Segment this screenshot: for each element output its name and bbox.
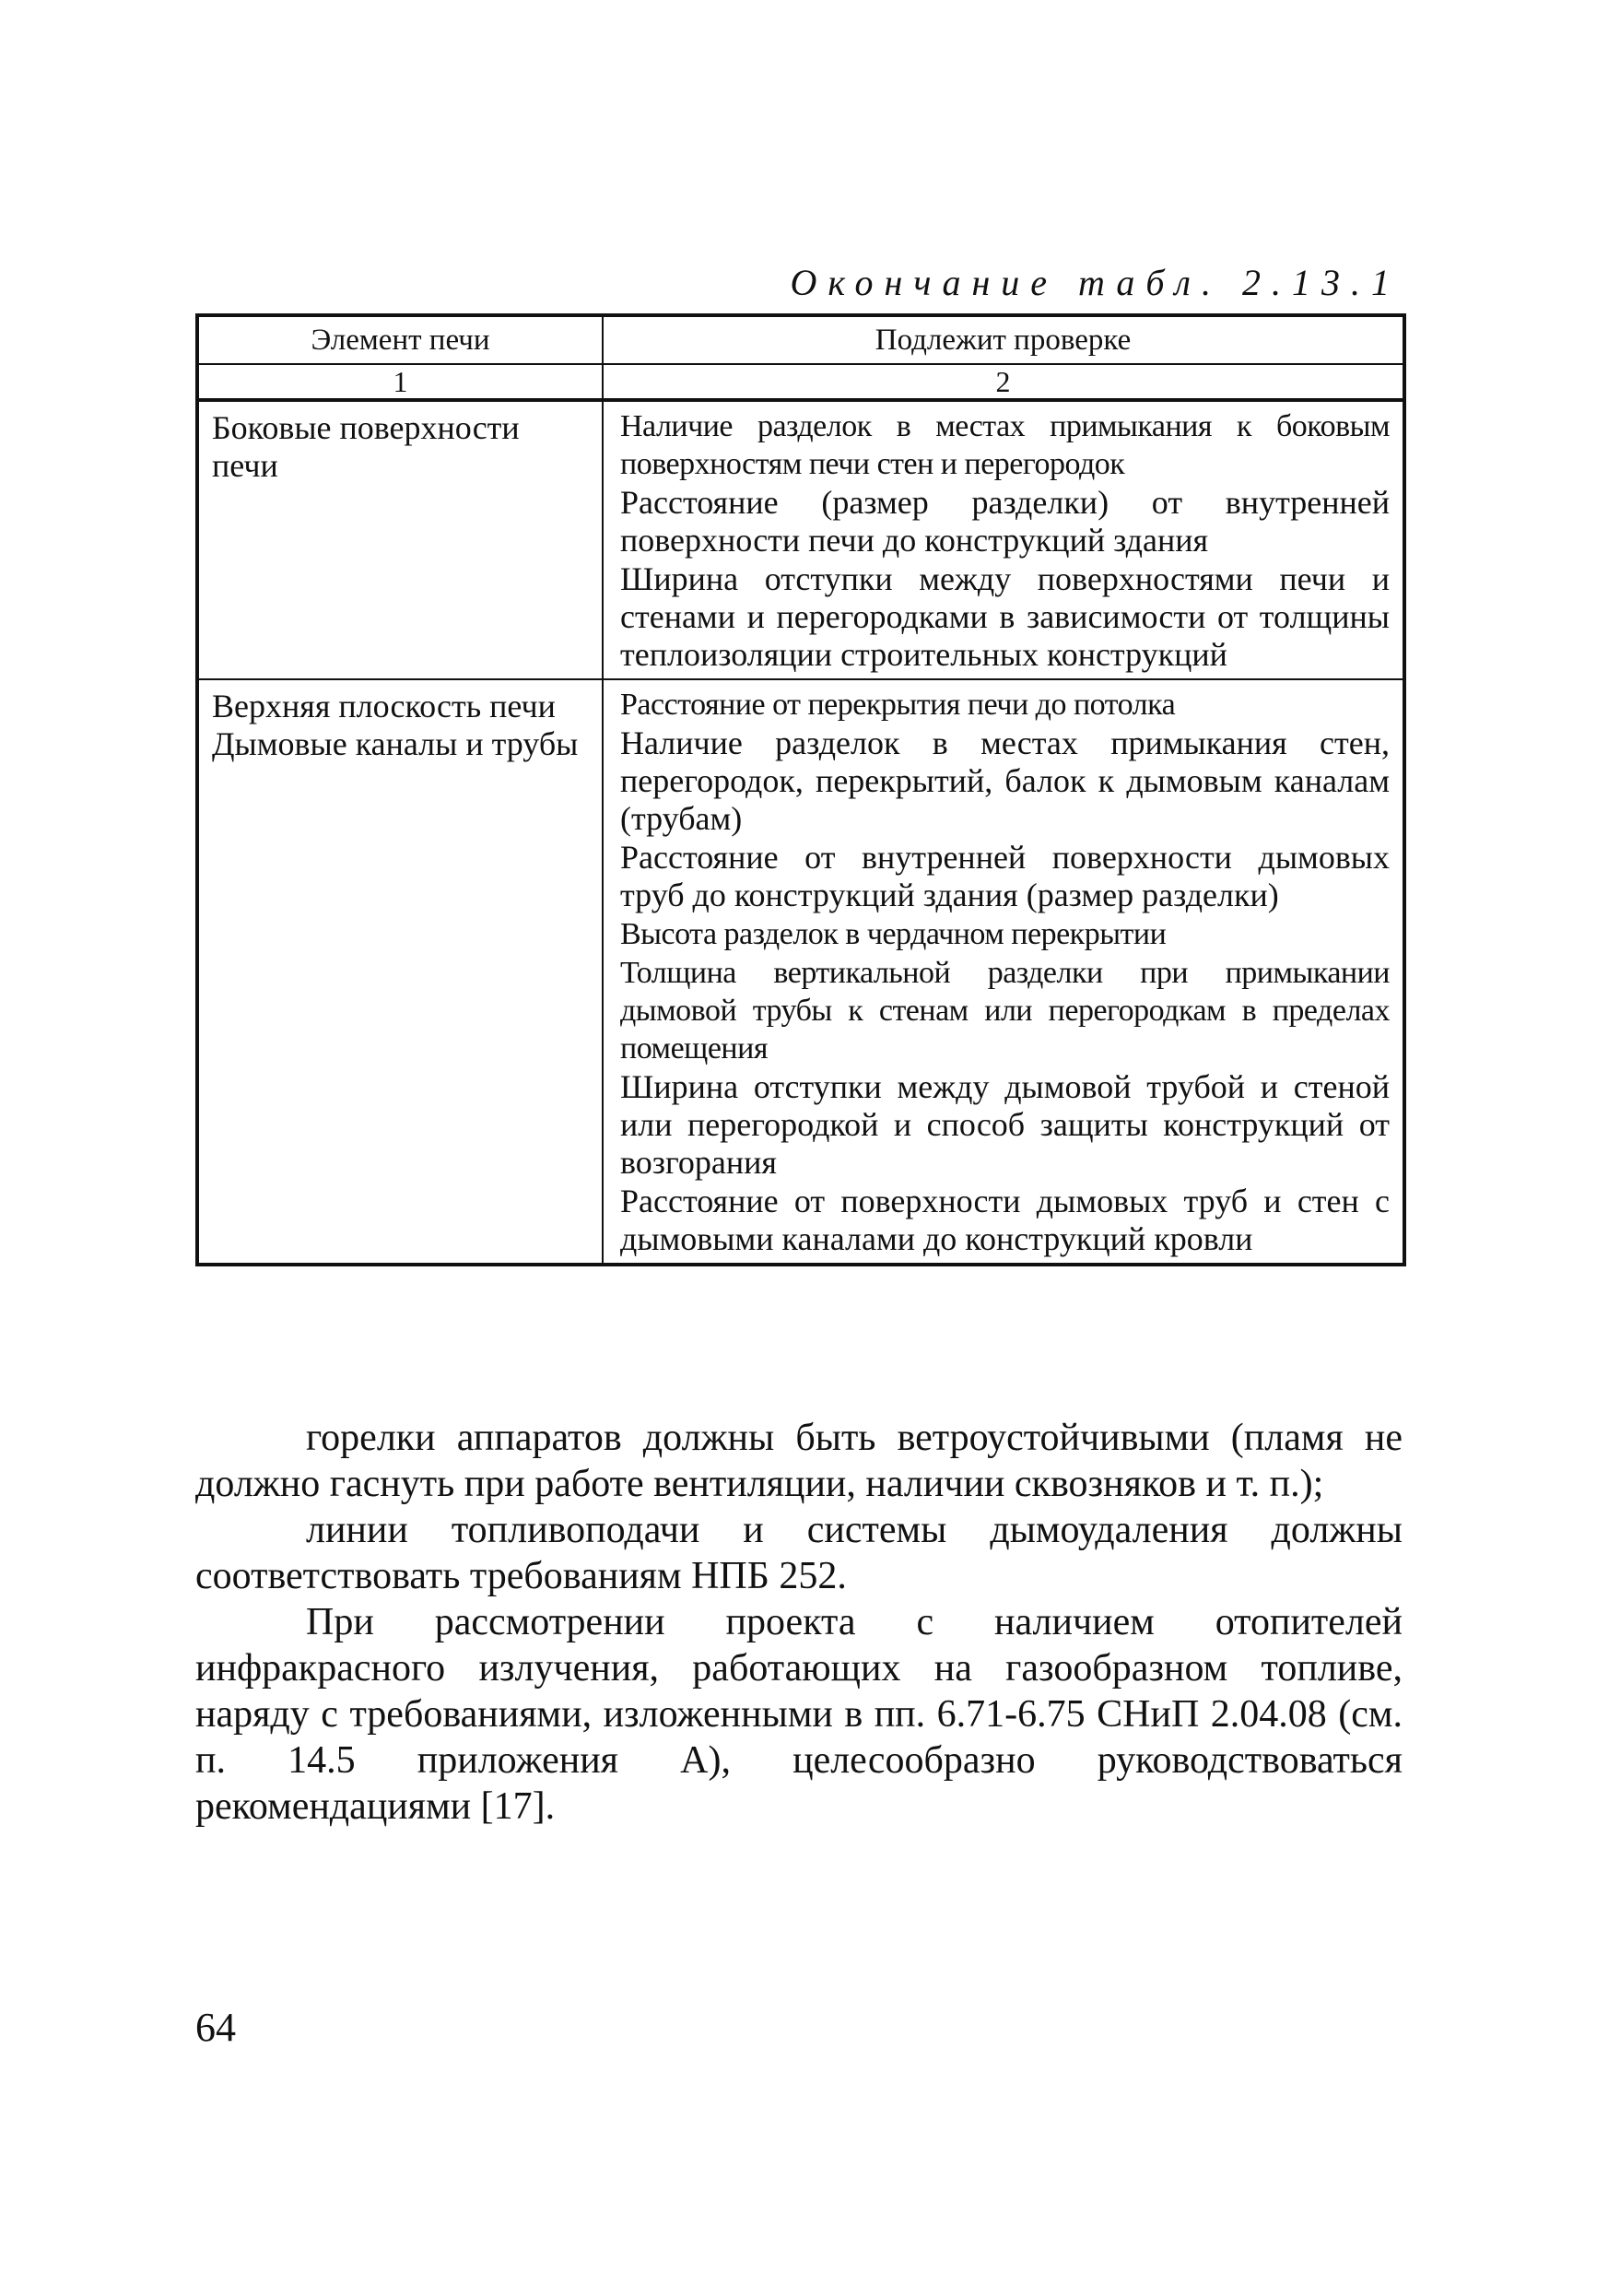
element-cell: [197, 679, 603, 1265]
header-element: Элемент печи: [197, 315, 603, 364]
table-caption: Окончание табл. 2.13.1: [790, 262, 1401, 303]
element-name: Верхняя плоскость печи: [212, 688, 556, 724]
paragraph: линии топливоподачи и системы дымоудаления должны соответствовать требованиям НПБ 252.: [195, 1509, 1403, 1597]
element-name: Дымовые каналы и трубы: [212, 725, 579, 762]
check-item: Высота разделок в чердачном перекрытии: [620, 917, 1167, 951]
check-item: Расстояние от перекрытия печи до потолка: [620, 688, 1176, 722]
check-item: Расстояние от поверхности дымовых труб и стен с дымовыми каналами до конструкций кровли: [620, 1183, 1390, 1257]
header-check: Подлежит проверке: [603, 315, 1404, 364]
check-item: Наличие разделок в местах примыкания к боковым поверхностям печи стен и перегородок: [620, 409, 1390, 481]
element-cell: [197, 400, 603, 679]
check-item: Расстояние от внутренней поверхности дымовых труб до конструкций здания (размер разделки): [620, 839, 1390, 913]
check-item: Ширина отступки между поверхностями печи и стенами и перегородками в зависимости от толщины теплоизоляции строительных конструкций: [620, 560, 1390, 673]
column-number-1: 1: [197, 364, 603, 400]
check-item: Наличие разделок в местах примыкания стен, перегородок, перекрытий, балок к дымовым каналам (трубам): [620, 724, 1390, 837]
element-name: Боковые поверхности печи: [212, 409, 520, 484]
table-row: [197, 400, 1404, 679]
table-header-row: [197, 315, 1404, 364]
body-text: [195, 1415, 1403, 1830]
inspection-table: [195, 313, 1406, 1266]
column-number-2: 2: [603, 364, 1404, 400]
checks-cell: [603, 400, 1404, 679]
paragraph: При рассмотрении проекта с наличием отопителей инфракрасного излучения, работающих на газообразном топливе, наряду с требованиями, изложенными в пп. 6.71-6.75 СНиП 2.04.08 (см. п. 14.5 приложения А), целесообразно руководствоваться рекомендациями [17].: [195, 1601, 1403, 1828]
page-number: 64: [195, 2005, 236, 2050]
column-number-row: [197, 364, 1404, 400]
table-row: [197, 679, 1404, 1265]
check-item: Расстояние (размер разделки) от внутренней поверхности печи до конструкций здания: [620, 484, 1390, 559]
check-item: Ширина отступки между дымовой трубой и стеной или перегородкой и способ защиты конструкций от возгорания: [620, 1068, 1390, 1181]
check-item: Толщина вертикальной разделки при примыкании дымовой трубы к стенам или перегородкам в пределах помещения: [620, 956, 1390, 1066]
paragraph: горелки аппаратов должны быть ветроустойчивыми (пламя не должно гаснуть при работе вентиляции, наличии сквозняков и т. п.);: [195, 1417, 1403, 1505]
checks-cell: [603, 679, 1404, 1265]
